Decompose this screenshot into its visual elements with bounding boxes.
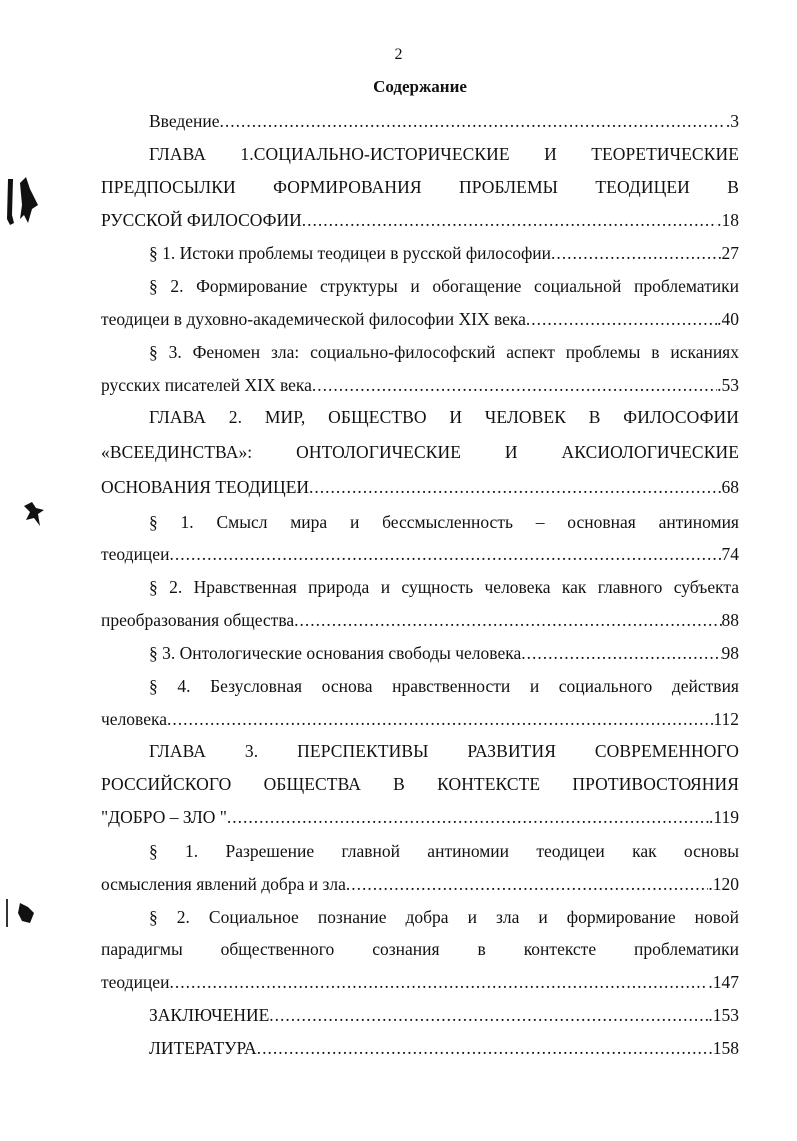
toc-section-2-1-line-1[interactable]: § 1. Смысл мира и бессмысленность – основная антиномия: [149, 512, 739, 532]
dot-leader: [521, 641, 721, 665]
toc-chapter-1-line-3[interactable]: [101, 208, 739, 232]
dot-leader: [169, 542, 721, 566]
toc-entry-label: ЛИТЕРАТУРА: [149, 1038, 257, 1058]
toc-section-1-1[interactable]: [149, 241, 739, 265]
toc-page-number: 27: [721, 243, 739, 263]
toc-section-2-3[interactable]: [149, 641, 739, 665]
page-number: 2: [394, 46, 403, 63]
scan-artifact-mark: [4, 895, 40, 935]
toc-section-1-2-line-1[interactable]: § 2. Формирование структуры и обогащение социальной проблематики: [149, 276, 739, 296]
toc-section-3-2-line-2[interactable]: парадигмы общественного сознания в контексте проблематики: [101, 939, 739, 959]
toc-page-number: 88: [721, 610, 739, 630]
toc-chapter-2-line-1[interactable]: ГЛАВА 2. МИР, ОБЩЕСТВО И ЧЕЛОВЕК В ФИЛОСОФИИ: [149, 407, 739, 427]
dot-leader: [551, 241, 721, 265]
toc-section-1-3-line-2[interactable]: [101, 373, 739, 397]
toc-entry-label: ОСНОВАНИЯ ТЕОДИЦЕИ: [101, 477, 310, 497]
toc-page-number: .153: [708, 1005, 739, 1025]
toc-chapter-3-line-2[interactable]: РОССИЙСКОГО ОБЩЕСТВА В КОНТЕКСТЕ ПРОТИВОСТОЯНИЯ: [101, 774, 739, 794]
toc-page-number: .147: [708, 972, 739, 992]
toc-page-number: 74: [721, 544, 739, 564]
toc-section-3-2-line-1[interactable]: § 2. Социальное познание добра и зла и формирование новой: [149, 907, 739, 927]
dot-leader: [302, 208, 717, 232]
toc-section-2-2-line-2[interactable]: [101, 608, 739, 632]
toc-chapter-3-line-3[interactable]: [101, 805, 739, 829]
toc-entry-label: теодицеи: [101, 972, 170, 992]
toc-chapter-3-line-1[interactable]: ГЛАВА 3. ПЕРСПЕКТИВЫ РАЗВИТИЯ СОВРЕМЕННОГО: [149, 741, 739, 761]
toc-entry-literature[interactable]: [149, 1036, 739, 1060]
toc-chapter-2-line-2[interactable]: «ВСЕЕДИНСТВА»: ОНТОЛОГИЧЕСКИЕ И АКСИОЛОГИЧЕСКИЕ: [101, 442, 739, 462]
toc-section-2-2-line-1[interactable]: § 2. Нравственная природа и сущность человека как главного субъекта: [149, 577, 739, 597]
dot-leader: [169, 970, 708, 994]
dot-leader: [526, 307, 717, 331]
toc-page-number: .3: [725, 111, 739, 131]
toc-chapter-2-line-3[interactable]: [101, 475, 739, 499]
toc-entry-label: теодицеи: [101, 544, 170, 564]
toc-entry-label: преобразования общества: [101, 610, 295, 630]
dot-leader: [167, 707, 713, 731]
dot-leader: [220, 109, 726, 133]
toc-page-number: .120: [708, 874, 739, 894]
toc-section-1-3-line-1[interactable]: § 3. Феномен зла: социально-философский аспект проблемы в исканиях: [149, 342, 739, 362]
toc-page-number: .18: [717, 210, 739, 230]
dot-leader: [346, 872, 709, 896]
dot-leader: [309, 475, 721, 499]
toc-entry-label: § 1. Истоки проблемы теодицеи в русской философии: [149, 243, 552, 263]
toc-entry-label: человека: [101, 709, 167, 729]
toc-page-number: .53: [717, 375, 739, 395]
toc-entry-label: ЗАКЛЮЧЕНИЕ: [149, 1005, 270, 1025]
toc-page-number: 98: [721, 643, 739, 663]
toc-section-2-4-line-2[interactable]: [101, 707, 739, 731]
toc-entry-label: § 3. Онтологические основания свободы человека: [149, 643, 522, 663]
toc-section-3-1-line-2[interactable]: [101, 872, 739, 896]
dot-leader: [294, 608, 721, 632]
toc-entry-label: РУССКОЙ ФИЛОСОФИИ: [101, 210, 302, 230]
toc-entry-label: "ДОБРО – ЗЛО ": [101, 807, 227, 827]
toc-page-number: .158: [708, 1038, 739, 1058]
toc-chapter-1-line-2[interactable]: ПРЕДПОСЫЛКИ ФОРМИРОВАНИЯ ПРОБЛЕМЫ ТЕОДИЦЕИ В: [101, 177, 739, 197]
toc-entry-label: Введение: [149, 111, 220, 131]
scan-artifact-mark: [22, 500, 48, 530]
toc-page-number: .40: [717, 309, 739, 329]
dot-leader: [269, 1003, 708, 1027]
toc-chapter-1-line-1[interactable]: ГЛАВА 1.СОЦИАЛЬНО-ИСТОРИЧЕСКИЕ И ТЕОРЕТИЧЕСКИЕ: [149, 144, 739, 164]
toc-section-3-2-line-3[interactable]: [101, 970, 739, 994]
toc-entry-introduction[interactable]: [149, 109, 739, 133]
toc-page-number: 112: [713, 709, 739, 729]
toc-section-1-2-line-2[interactable]: [101, 307, 739, 331]
toc-section-2-1-line-2[interactable]: [101, 542, 739, 566]
toc-section-2-4-line-1[interactable]: § 4. Безусловная основа нравственности и социального действия: [149, 676, 739, 696]
page-title: Содержание: [373, 77, 467, 96]
toc-entry-label: русских писателей XIX века: [101, 375, 312, 395]
dot-leader: [257, 1036, 709, 1060]
dot-leader: [227, 805, 709, 829]
dot-leader: [312, 373, 717, 397]
toc-entry-label: теодицеи в духовно-академической философии XIX века: [101, 309, 526, 329]
toc-entry-label: осмысления явлений добра и зла: [101, 874, 346, 894]
scan-artifact-mark: [4, 175, 44, 230]
toc-page-number: 68: [721, 477, 739, 497]
toc-entry-conclusion[interactable]: [149, 1003, 739, 1027]
toc-section-3-1-line-1[interactable]: § 1. Разрешение главной антиномии теодицеи как основы: [149, 841, 739, 861]
toc-page-number: .119: [709, 807, 739, 827]
